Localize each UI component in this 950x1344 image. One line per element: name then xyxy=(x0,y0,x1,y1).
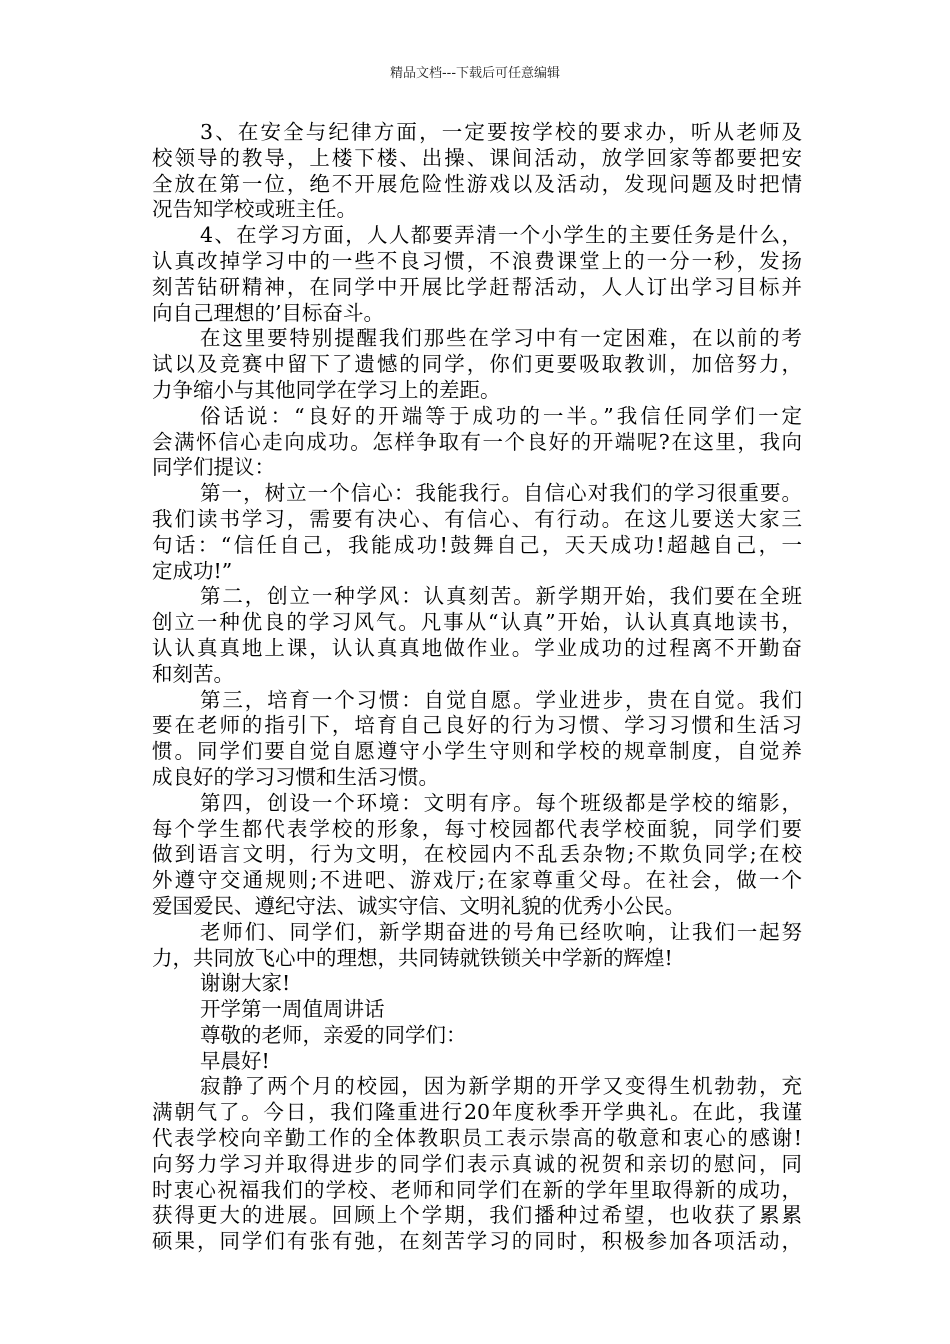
text-line: 成良好的学习习惯和生活习惯。 xyxy=(152,764,439,789)
text-line: 满朝气了。今日，我们隆重进行20年度秋季开学典礼。在此，我谨 xyxy=(152,1100,802,1125)
text-line: 时衷心祝福我们的学校、老师和同学们在新的学年里取得新的成功， xyxy=(152,1177,802,1202)
text-line: 全放在第一位，绝不开展危险性游戏以及活动，发现问题及时把情 xyxy=(152,171,802,196)
text-line: 4、在学习方面，人人都要弄清一个小学生的主要任务是什么， xyxy=(200,223,802,248)
text-line: 第四，创设一个环境：文明有序。每个班级都是学校的缩影， xyxy=(200,790,802,815)
text-line: 3、在安全与纪律方面，一定要按学校的要求办，听从老师及 xyxy=(200,120,802,144)
text-line: 认认真真地上课，认认真真地做作业。学业成功的过程离不开勤奋 xyxy=(152,635,802,660)
text-line: 会满怀信心走向成功。怎样争取有一个良好的开端呢?在这里，我向 xyxy=(152,429,802,454)
text-line: 要在老师的指引下，培育自己良好的行为习惯、学习习惯和生活习 xyxy=(152,713,802,738)
text-line: 认真改掉学习中的一些不良习惯，不浪费课堂上的一分一秒，发扬 xyxy=(152,248,802,273)
text-line: 定成功!” xyxy=(152,558,233,583)
text-line: 在这里要特别提醒我们那些在学习中有一定困难，在以前的考 xyxy=(200,326,802,351)
text-line: 尊敬的老师，亲爱的同学们： xyxy=(200,1022,467,1047)
text-line: 同学们提议： xyxy=(152,455,275,480)
text-line: 代表学校向辛勤工作的全体教职员工表示崇高的敬意和衷心的感谢! xyxy=(152,1126,802,1151)
text-line: 校领导的教导，上楼下楼、出操、课间活动，放学回家等都要把安 xyxy=(152,145,802,170)
text-line: 力争缩小与其他同学在学习上的差距。 xyxy=(152,377,501,402)
text-line: 句话：“信任自己，我能成功!鼓舞自己，天天成功!超越自己，一 xyxy=(152,532,802,557)
text-line: 爱国爱民、遵纪守法、诚实守信、文明礼貌的优秀小公民。 xyxy=(152,893,685,918)
text-line: 谢谢大家! xyxy=(200,971,291,996)
text-line: 刻苦钻研精神，在同学中开展比学赶帮活动，人人订出学习目标并 xyxy=(152,274,802,299)
text-line: 创立一种优良的学习风气。凡事从“认真”开始，认认真真地读书， xyxy=(152,610,802,635)
text-line: 获得更大的进展。回顾上个学期，我们播种过希望，也收获了累累 xyxy=(152,1203,802,1228)
text-line: 做到语言文明，行为文明，在校园内不乱丢杂物;不欺负同学;在校 xyxy=(152,842,802,867)
text-line: 硕果，同学们有张有弛，在刻苦学习的同时，积极参加各项活动， xyxy=(152,1229,802,1254)
text-line: 俗话说：“良好的开端等于成功的一半。”我信任同学们一定 xyxy=(200,403,802,428)
text-line: 每个学生都代表学校的形象，每寸校园都代表学校面貌，同学们要 xyxy=(152,816,802,841)
document-body xyxy=(152,120,802,1255)
text-line: 和刻苦。 xyxy=(152,661,234,686)
text-line: 早晨好! xyxy=(200,1048,270,1073)
text-line: 力，共同放飞心中的理想，共同铸就铁锁关中学新的辉煌! xyxy=(152,945,673,970)
page-header: 精品文档---下载后可任意编辑 xyxy=(389,66,561,81)
text-line: 向自己理想的’目标奋斗。 xyxy=(152,300,385,325)
text-line: 第三，培育一个习惯：自觉自愿。学业进步，贵在自觉。我们 xyxy=(200,687,802,712)
text-line: 老师们、同学们，新学期奋进的号角已经吹响，让我们一起努 xyxy=(200,919,802,944)
text-line: 我们读书学习，需要有决心、有信心、有行动。在这儿要送大家三 xyxy=(152,506,802,531)
text-line: 第二，创立一种学风：认真刻苦。新学期开始，我们要在全班 xyxy=(200,584,802,609)
text-line: 开学第一周值周讲话 xyxy=(200,997,385,1022)
text-line: 第一，树立一个信心：我能我行。自信心对我们的学习很重要。 xyxy=(200,481,802,506)
text-line: 外遵守交通规则;不进吧、游戏厅;在家尊重父母。在社会，做一个 xyxy=(152,868,802,893)
text-line: 寂静了两个月的校园，因为新学期的开学又变得生机勃勃，充 xyxy=(200,1074,802,1099)
text-line: 惯。同学们要自觉自愿遵守小学生守则和学校的规章制度，自觉养 xyxy=(152,739,802,764)
text-line: 况告知学校或班主任。 xyxy=(152,197,357,222)
text-line: 向努力学习并取得进步的同学们表示真诚的祝贺和亲切的慰问，同 xyxy=(152,1151,802,1176)
text-line: 试以及竞赛中留下了遗憾的同学，你们更要吸取教训，加倍努力， xyxy=(152,352,802,377)
